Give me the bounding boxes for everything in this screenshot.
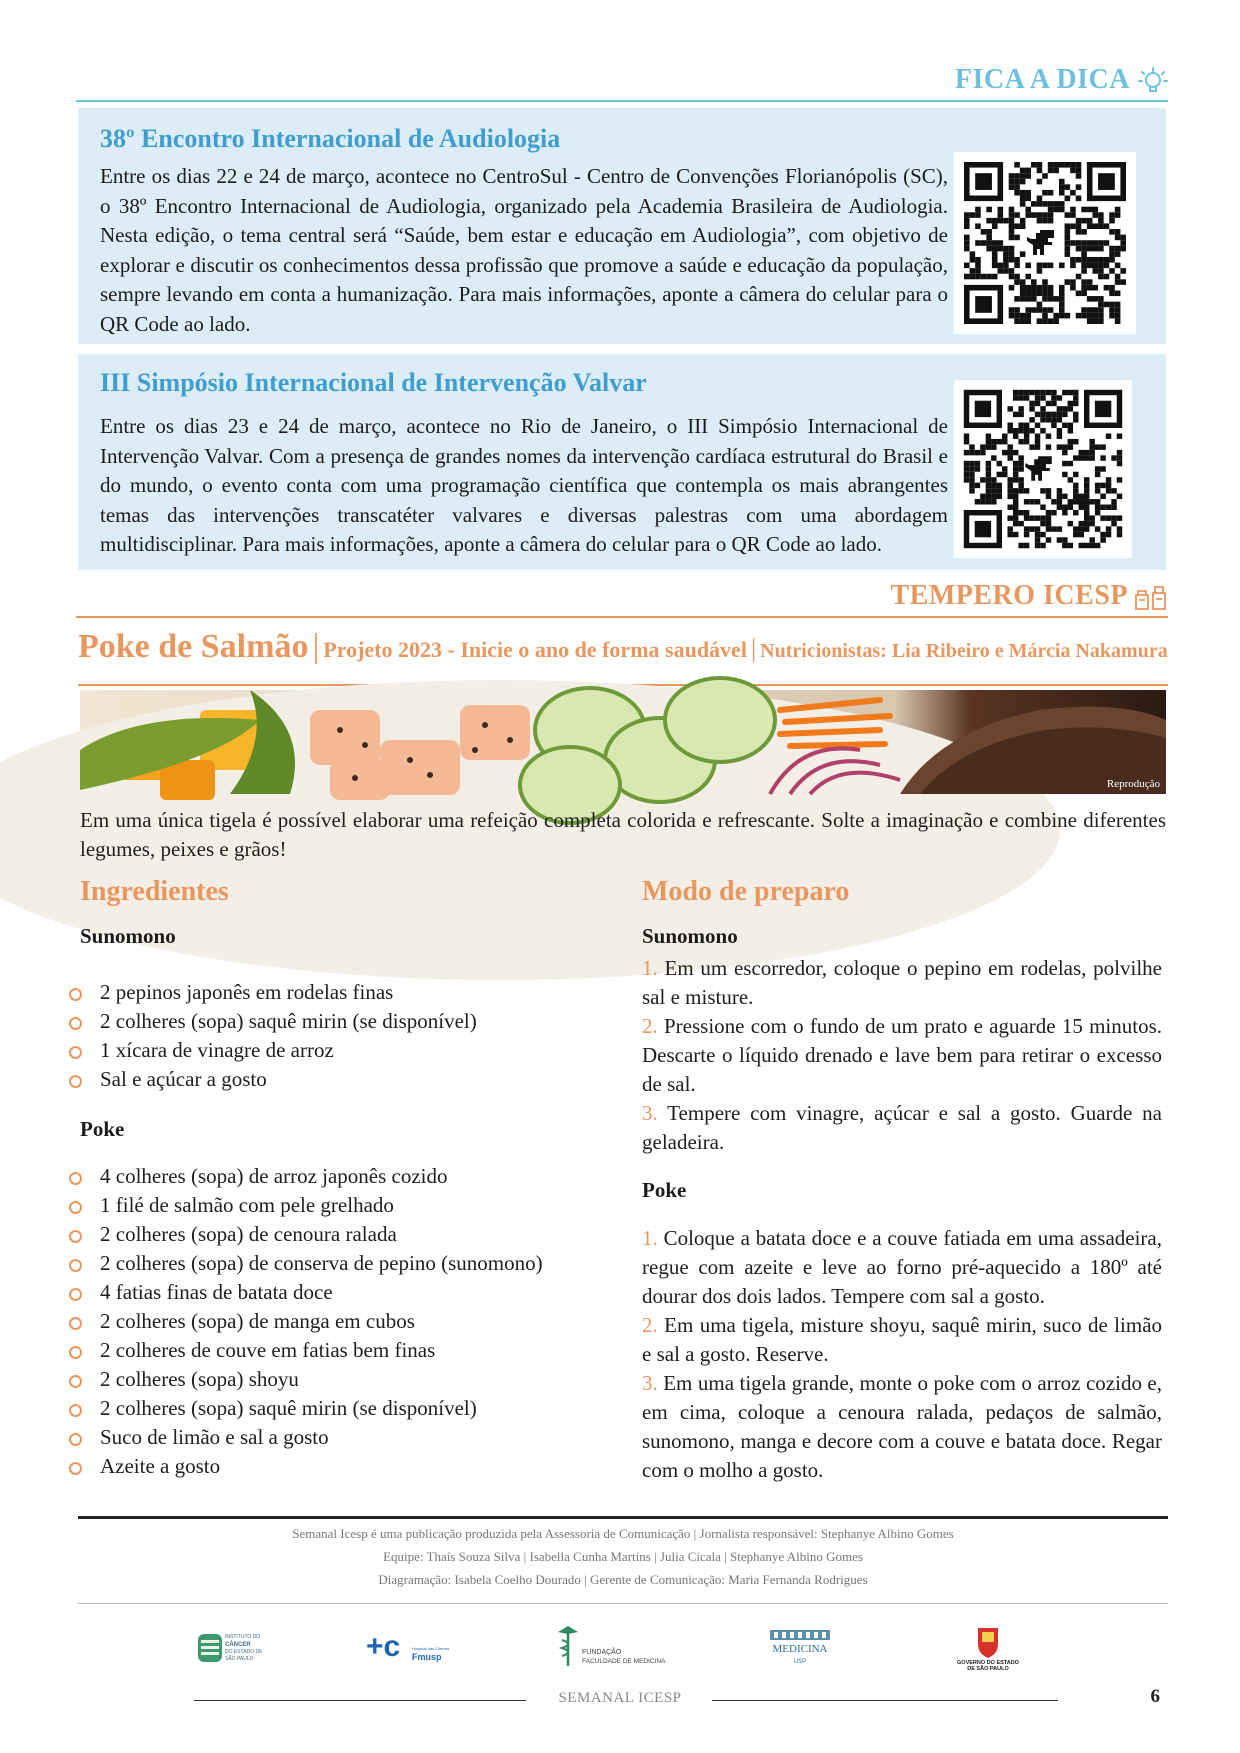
preparation-step [642, 1311, 1162, 1369]
poke-prep-heading: Poke [642, 1178, 687, 1202]
event-body: Entre os dias 22 e 24 de março, acontece no CentroSul - Centro de Convenções Florianópolis (SC), o 38º Encontro Internacional de Audiologia, organizado pela Academia Brasileira de Audiologia. Nesta edição, o tema central será “Saúde, bem estar e educação em Audiologia”, com objetivo de explorar e discutir os conhecimentos dessa profissão que promove a saúde e educação da população, sempre levando em conta a humanização. Para mais informações, aponte a câmera do celular para o QR Code ao lado. [100, 164, 948, 336]
step-number: 1. [642, 956, 665, 980]
step-text: Em uma tigela, misture shoyu, saquê mirin, suco de limão e sal a gosto. Reserve. [642, 1313, 1163, 1366]
ingredients-heading: Ingredientes [80, 876, 229, 907]
event-title: III Simpósio Internacional de Intervenção Valvar [100, 368, 647, 397]
footer-line-right [712, 1700, 1058, 1701]
step-number: 2. [642, 1014, 664, 1038]
credits-line: Equipe: Thaís Souza Silva | Isabella Cunha Martins | Julia Cicala | Stephanye Albino Gomes [383, 1549, 863, 1564]
step-number: 3. [642, 1371, 664, 1395]
svg-text:+c: +c [366, 1630, 401, 1663]
logo-text: USP [793, 1659, 807, 1665]
tempero-icesp-header [76, 578, 1168, 620]
logo-text: SÃO PAULO [225, 1656, 254, 1662]
qr-code[interactable] [954, 152, 1136, 334]
poke-steps [642, 1224, 1162, 1485]
ingredient-item: 2 colheres (sopa) shoyu [80, 1365, 543, 1394]
recipe-title: Poke de Salmão [78, 628, 309, 665]
qr-code[interactable] [954, 380, 1132, 558]
recipe-title-line [78, 628, 1168, 666]
section-rule [76, 616, 1168, 618]
step-text: Coloque a batata doce e a couve fatiada em uma assadeira, regue com azeite e leve ao forno pré-aquecido a 180º até dourar dos dois lados. Tempere com sal a gosto. [642, 1226, 1162, 1308]
fica-a-dica-header [76, 62, 1168, 104]
footer-line-left [194, 1700, 526, 1701]
step-text: Pressione com o fundo de um prato e aguarde 15 minutos. Descarte o líquido drenado e lave bem para retirar o excesso de sal. [642, 1014, 1163, 1096]
section-rule [76, 100, 1168, 102]
preparation-step [642, 1099, 1162, 1157]
ingredient-item: 2 colheres (sopa) saquê mirin (se disponível) [80, 1007, 477, 1036]
governo-sp-logo [948, 1624, 1028, 1675]
event-card [78, 354, 1166, 570]
step-text: Em um escorredor, coloque o pepino em rodelas, polvilhe sal e misture. [642, 956, 1162, 1009]
icesp-logo [198, 1628, 263, 1673]
fmusp-logo [764, 1628, 836, 1677]
page-number: 6 [1150, 1686, 1160, 1707]
poke-bowl-illustration [80, 690, 1166, 794]
recipe-intro: Em uma única tigela é possível elaborar uma refeição completa colorida e refrescante. Solte a imaginação e combine diferentes legumes, peixes e grãos! [80, 808, 1166, 861]
sunomono-ingredient-list [80, 978, 477, 1094]
footer-divider [78, 1603, 1168, 1604]
sunomono-heading: Sunomono [80, 924, 176, 948]
logo-text: MEDICINA [772, 1643, 828, 1655]
step-number: 1. [642, 1226, 664, 1250]
title-separator: | [750, 634, 757, 663]
poke-photo [80, 690, 1166, 794]
logo-text: DE SÃO PAULO [967, 1666, 1009, 1672]
logo-text: CÂNCER [225, 1642, 251, 1648]
ingredient-item: 1 xícara de vinagre de arroz [80, 1036, 477, 1065]
event-card [78, 108, 1166, 344]
ingredient-item: 2 colheres (sopa) de manga em cubos [80, 1307, 543, 1336]
ffm-logo [548, 1626, 678, 1675]
logo-text: Fmusp [412, 1652, 442, 1662]
ingredient-item: 1 filé de salmão com pele grelhado [80, 1191, 543, 1220]
credits-line: Semanal Icesp é uma publicação produzida pela Assessoria de Comunicação | Jornalista responsável: Stephanye Albino Gomes [292, 1526, 954, 1541]
logo-text: Hospital das Clínicas [412, 1646, 450, 1651]
ingredient-item: 2 colheres (sopa) de conserva de pepino (sunomono) [80, 1249, 543, 1278]
ingredient-item: 4 colheres (sopa) de arroz japonês cozido [80, 1162, 543, 1191]
recipe-project: Projeto 2023 - Inicie o ano de forma saudável [323, 637, 747, 662]
logo-text: GOVERNO DO ESTADO [957, 1660, 1019, 1666]
ingredient-item: Sal e açúcar a gosto [80, 1065, 477, 1094]
ingredient-item: Azeite a gosto [80, 1452, 543, 1481]
ingredient-item: 2 colheres de couve em fatias bem finas [80, 1336, 543, 1365]
publication-name: SEMANAL ICESP [558, 1690, 682, 1706]
step-number: 2. [642, 1313, 665, 1337]
logo-text: FACULDADE DE MEDICINA [582, 1658, 666, 1665]
step-text: Tempere com vinagre, açúcar e sal a gosto. Guarde na geladeira. [642, 1101, 1162, 1154]
qr-code-icon [954, 152, 1136, 334]
footer-rule [78, 1516, 1168, 1519]
qr-code-icon [954, 380, 1132, 558]
ingredient-item: 2 colheres (sopa) de cenoura ralada [80, 1220, 543, 1249]
poke-heading: Poke [80, 1117, 125, 1141]
publication-credits [78, 1522, 1168, 1591]
logo-text: FUNDAÇÃO [582, 1649, 622, 1656]
preparation-step [642, 954, 1162, 1012]
lightbulb-icon [1138, 66, 1168, 96]
preparation-step [642, 1224, 1162, 1311]
sunomono-prep-heading: Sunomono [642, 924, 738, 948]
recipe-nutritionists: Nutricionistas: Lia Ribeiro e Márcia Nakamura [760, 640, 1168, 662]
sunomono-steps [642, 954, 1162, 1157]
salt-pepper-icon [1134, 583, 1168, 611]
section-title: TEMPERO ICESP [890, 580, 1128, 611]
step-text: Em uma tigela grande, monte o poke com o arroz cozido e, em cima, coloque a cenoura ralada, pedaços de salmão, sunomono, manga e decore com a couve e batata doce. Regar com o molho a gosto. [642, 1371, 1162, 1482]
logo-text: INSTITUTO DO [225, 1634, 261, 1640]
preparation-heading: Modo de preparo [642, 876, 850, 907]
ingredient-item: 4 fatias finas de batata doce [80, 1278, 543, 1307]
ingredient-item: Suco de limão e sal a gosto [80, 1423, 543, 1452]
title-separator: | [312, 628, 320, 665]
section-title: FICA A DICA [954, 64, 1130, 95]
ingredient-item: 2 colheres (sopa) saquê mirin (se disponível) [80, 1394, 543, 1423]
preparation-step [642, 1012, 1162, 1099]
poke-ingredient-list [80, 1162, 543, 1481]
photo-credit: Reprodução [1106, 778, 1160, 790]
hc-fmusp-logo [366, 1628, 450, 1673]
event-body: Entre os dias 23 e 24 de março, acontece no Rio de Janeiro, o III Simpósio Internacional de Intervenção Valvar. Com a presença de grandes nomes da intervenção cardíaca estrutural do Brasil e do mundo, o evento conta com uma programação científica que contempla os mais abrangentes temas das intervenções transcatéter valvares e diversas palestras com uma abordagem multidisciplinar. Para mais informações, aponte a câmera do celular para o QR Code ao lado. [100, 414, 948, 556]
step-number: 3. [642, 1101, 668, 1125]
credits-line: Diagramação: Isabela Coelho Dourado | Gerente de Comunicação: Maria Fernanda Rodrigues [378, 1572, 868, 1587]
event-title: 38º Encontro Internacional de Audiologia [100, 124, 561, 153]
preparation-step [642, 1369, 1162, 1485]
ingredient-item: 2 pepinos japonês em rodelas finas [80, 978, 477, 1007]
logo-text: DO ESTADO DE [225, 1649, 263, 1655]
